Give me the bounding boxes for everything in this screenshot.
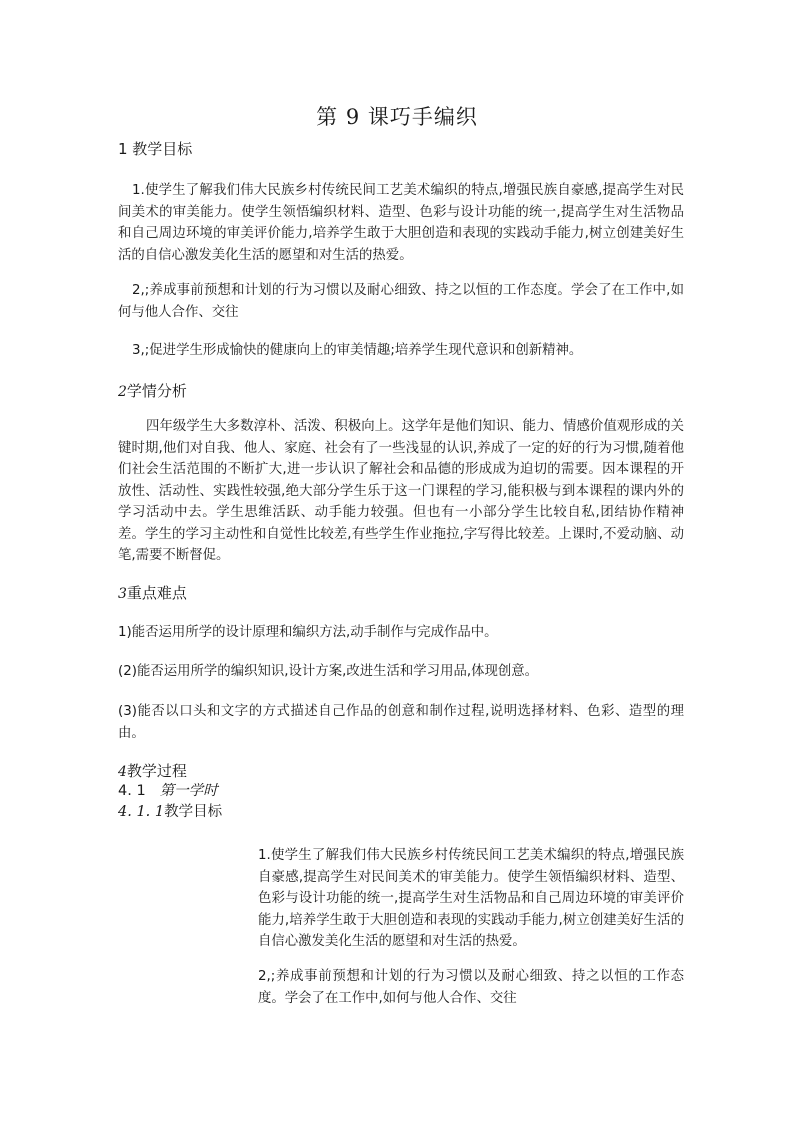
page-title: 第 9 课巧手编织: [316, 105, 478, 129]
subsection-heading-first-period: [118, 781, 218, 802]
subsection-heading-teaching-goals: [118, 802, 222, 823]
paragraph-goal-1: 1.使学生了解我们伟大民族乡村传统民间工艺美术编织的特点,增强民族自豪感,提高学生对民间美术的审美能力。使学生领悟编织材料、造型、色彩与设计功能的统一,提高学生对生活物品和自己周边环境的审美评价能力,培养学生敢于大胆创造和表现的实践动手能力,树立创建美好生活的自信心激发美化生活的愿望和对生活的热爱。: [118, 183, 684, 263]
paragraph-key-point-3: (3)能否以口头和文字的方式描述自己作品的创意和制作过程,说明选择材料、色彩、造型的理由。: [118, 704, 684, 741]
section-heading-teaching-goals: 1 教学目标: [118, 140, 193, 158]
subsection-number: 4. 1. 1: [118, 804, 165, 820]
paragraph-goal-2: 2,;养成事前预想和计划的行为习惯以及耐心细致、持之以恒的工作态度。学会了在工作中,如何与他人合作、交往: [118, 283, 684, 320]
paragraph-goal-3: 3,;促进学生形成愉快的健康向上的审美情趣;培养学生现代意识和创新精神。: [132, 343, 583, 358]
section-number: 2: [118, 384, 127, 400]
section-number: 3: [118, 586, 127, 602]
section-label: 重点难点: [126, 584, 187, 602]
subsection-label: 教学目标: [164, 804, 223, 820]
section-heading-key-points: [118, 582, 187, 605]
subsection-number: 4. 1: [118, 783, 146, 799]
subsection-label: 第一学时: [159, 783, 218, 799]
section-heading-teaching-process: [118, 760, 187, 783]
paragraph-key-point-2: (2)能否运用所学的编织知识,设计方案,改进生活和学习用品,体现创意。: [118, 664, 539, 679]
section-number: 4: [118, 764, 127, 780]
section-label: 学情分析: [126, 382, 187, 400]
paragraph-student-analysis: 四年级学生大多数淳朴、活泼、积极向上。这学年是他们知识、能力、情感价值观形成的关键时期,他们对自我、他人、家庭、社会有了一些浅显的认识,养成了一定的好的行为习惯,随着他们社会生活范围的不断扩大,进一步认识了解社会和品德的形成成为迫切的需要。因本课程的开放性、活动性、实践性较强,绝大部分学生乐于这一门课程的学习,能积极与到本课程的课内外的学习活动中去。学生思维活跃、动手能力较强。但也有一小部分学生比较自私,团结协作精神差。学生的学习主动性和自觉性比较差,有些学生作业拖拉,字写得比较差。上课时,不爱动脑、动笔,需要不断督促。: [118, 419, 684, 563]
paragraph-period-goal-2: 2,;养成事前预想和计划的行为习惯以及耐心细致、持之以恒的工作态度。学会了在工作中,如何与他人合作、交往: [258, 969, 684, 1006]
section-heading-student-analysis: [118, 380, 187, 403]
paragraph-period-goal-1: 1.使学生了解我们伟大民族乡村传统民间工艺美术编织的特点,增强民族自豪感,提高学生对民间美术的审美能力。使学生领悟编织材料、造型、色彩与设计功能的统一,提高学生对生活物品和自己周边环境的审美评价能力,培养学生敢于大胆创造和表现的实践动手能力,树立创建美好生活的自信心激发美化生活的愿望和对生活的热爱。: [258, 848, 684, 949]
section-label: 教学过程: [126, 762, 187, 780]
paragraph-key-point-1: 1)能否运用所学的设计原理和编织方法,动手制作与完成作品中。: [118, 625, 498, 640]
